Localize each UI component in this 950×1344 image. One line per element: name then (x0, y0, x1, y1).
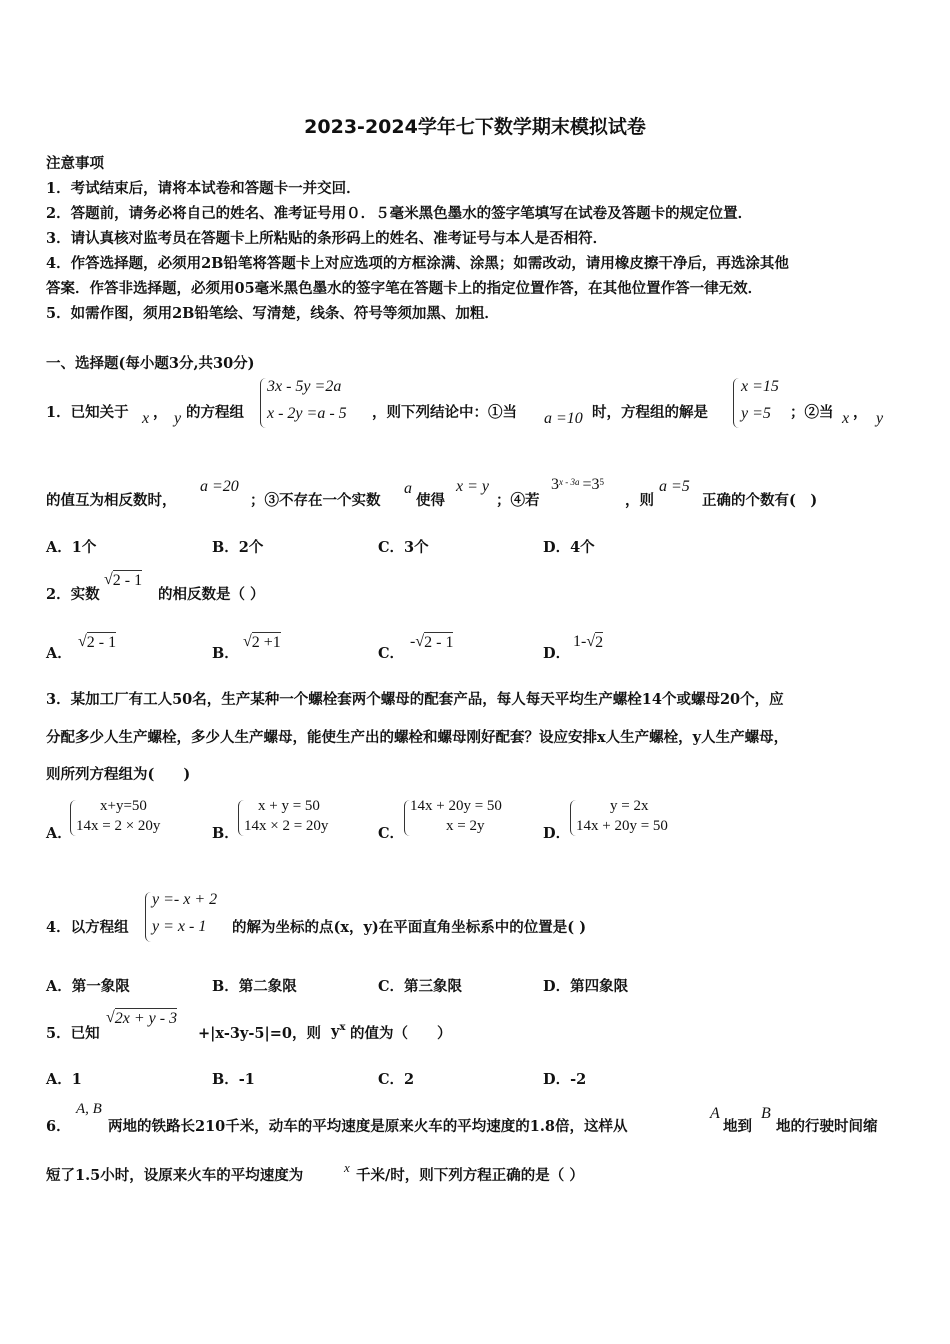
q4-eq1: y =- x + 2 (152, 891, 218, 908)
q3-label-d: D． (543, 825, 571, 842)
q2-text: 2．实数 (46, 586, 100, 603)
q4-option-c: C．第三象限 (378, 978, 463, 995)
q1-a5: a =5 (659, 478, 690, 495)
q1-text: 正确的个数有( ) (702, 492, 818, 509)
q1-var-a: a (404, 480, 412, 497)
q3-c-eq2: x = 2y (446, 818, 485, 834)
notice-item: 3．请认真核对监考员在答题卡上所粘贴的条形码上的姓名、准考证号与本人是否相符． (46, 230, 608, 247)
q1-eq2: x - 2y =a - 5 (267, 405, 347, 422)
q4-option-b: B．第二象限 (212, 978, 297, 995)
q1-option-a: A．1个 (46, 539, 97, 556)
q2-option-c: - √ 2 - 1 (410, 633, 454, 651)
q1-sol1: x =15 (741, 378, 779, 395)
q1-comma: ， (153, 404, 168, 421)
page-title: 2023-2024学年七下数学期末模拟试卷 (304, 116, 646, 138)
q4-system-brace (145, 892, 152, 942)
q1-pow-base: 3 (551, 476, 559, 493)
q4-option-a: A．第一象限 (46, 978, 130, 995)
q2-text: 的相反数是（ ） (158, 586, 265, 603)
q3-label-c: C． (378, 825, 405, 842)
q1-text: ，则 (625, 492, 654, 509)
q6-text: 短了1.5小时，设原来火车的平均速度为 (46, 1167, 304, 1184)
q5-text: 的值为（ ） (350, 1025, 452, 1042)
q1-text: 时，方程组的解是 (592, 404, 708, 421)
q3-label-a: A． (46, 825, 72, 842)
q1-var-x: x (842, 410, 850, 427)
q1-pow-exp2: 5 (599, 477, 605, 487)
q1-system-brace (260, 378, 267, 428)
q5-option-d: D．-2 (543, 1071, 587, 1088)
q5-option-c: C．2 (378, 1071, 415, 1088)
q3-text: 则所列方程组为( ) (46, 766, 191, 783)
q2-expr-value: 2 - 1 (112, 572, 143, 589)
notice-heading: 注意事项 (46, 155, 104, 172)
q2-option-a: √ 2 - 1 (78, 633, 117, 651)
q1-pow-eq: =3 (582, 476, 600, 493)
q2-expr: √ 2 - 1 (104, 571, 143, 589)
q4-eq2: y = x - 1 (152, 918, 207, 935)
q6-number: 6． (46, 1118, 71, 1135)
q1-a20: a =20 (200, 478, 239, 495)
q3-label-b: B． (212, 825, 239, 842)
q3-d-eq2: 14x + 20y = 50 (576, 818, 668, 834)
q4-text: 4．以方程组 (46, 919, 129, 936)
q1-xy: x = y (456, 478, 489, 495)
q4-option-d: D．第四象限 (543, 978, 629, 995)
q1-pow-exp: x - 3a (559, 477, 580, 487)
q5-text: +|x-3y-5|=0，则 (198, 1025, 321, 1042)
q1-var-x: x (142, 410, 150, 427)
q1-text: ；④若 (496, 492, 540, 509)
notice-item: 5．如需作图，须用2B铅笔绘、写清楚，线条、符号等须加黑、加粗． (46, 305, 499, 322)
q1-var-y: y (876, 410, 884, 427)
q1-solution-brace (733, 378, 740, 428)
q5-option-b: B．-1 (212, 1071, 255, 1088)
q6-text: 地的行驶时间缩 (776, 1118, 878, 1135)
q1-text: 使得 (416, 492, 445, 509)
q6-var-b: B (761, 1105, 771, 1122)
q6-text: 千米/时，则下列方程正确的是（ ） (356, 1167, 584, 1184)
q3-b-eq1: x + y = 50 (258, 798, 320, 814)
q6-var-a: A (710, 1105, 720, 1122)
q6-text: 两地的铁路长210千米，动车的平均速度是原来火车的平均速度的1.8倍，这样从 (108, 1118, 628, 1135)
q6-text: 地到 (723, 1118, 752, 1135)
section-heading: 一、选择题(每小题3分,共30分) (46, 355, 255, 372)
q5-root: √ 2x + y - 3 (106, 1009, 178, 1027)
q6-var-x: x (344, 1160, 350, 1175)
q2-option-b: √ 2 +1 (243, 633, 281, 651)
q2-label-d: D． (543, 645, 571, 662)
q1-text: ；③不存在一个实数 (250, 492, 381, 509)
notice-item: 2．答题前，请务必将自己的姓名、准考证号用０．５毫米黑色墨水的签字笔填写在试卷及答题卡的规定位置． (46, 205, 753, 222)
q1-var-y: y (174, 410, 182, 427)
q1-eq1: 3x - 5y =2a (267, 378, 342, 395)
q1-text: 1．已知关于 (46, 404, 129, 421)
q1-sol2: y =5 (741, 405, 771, 422)
q5-text: 5．已知 (46, 1025, 100, 1042)
notice-item: 答案．作答非选择题，必须用05毫米黑色墨水的签字笔在答题卡上的指定位置作答，在其他位置作答一律无效． (46, 280, 763, 297)
q3-text: 3．某加工厂有工人50名，生产某种一个螺栓套两个螺母的配套产品，每人每天平均生产螺栓14个或螺母20个，应 (46, 691, 784, 708)
q1-text: 的值互为相反数时， (46, 492, 177, 509)
notice-item: 1．考试结束后，请将本试卷和答题卡一并交回． (46, 180, 361, 197)
q2-label-a: A． (46, 645, 72, 662)
q5-option-a: A．1 (46, 1071, 82, 1088)
notice-item: 4．作答选择题，必须用2B铅笔将答题卡上对应选项的方框涂满、涂黑；如需改动，请用橡皮擦干净后，再选涂其他 (46, 255, 789, 272)
q4-text: 的解为坐标的点(x，y)在平面直角坐标系中的位置是( ) (232, 919, 587, 936)
q3-b-eq2: 14x × 2 = 20y (244, 818, 329, 834)
q2-option-d: 1- √ 2 (573, 633, 604, 651)
q1-text: ，则下列结论中：①当 (372, 404, 517, 421)
q2-label-b: B． (212, 645, 239, 662)
q3-a-eq1: x+y=50 (100, 798, 147, 814)
q2-label-c: C． (378, 645, 405, 662)
q3-c-eq1: 14x + 20y = 50 (410, 798, 502, 814)
q1-power (551, 476, 604, 494)
q1-text: 的方程组 (186, 404, 244, 421)
q1-condition: a =10 (544, 410, 583, 427)
q3-text: 分配多少人生产螺栓，多少人生产螺母，能使生产出的螺栓和螺母刚好配套？设应安排x人生产螺栓，y人生产螺母， (46, 729, 789, 746)
q1-option-c: C．3个 (378, 539, 429, 556)
q1-comma: ， (853, 404, 868, 421)
q3-d-eq1: y = 2x (610, 798, 649, 814)
q1-option-d: D．4个 (543, 539, 595, 556)
q6-ab: A, B (76, 1101, 102, 1117)
q1-option-b: B．2个 (212, 539, 264, 556)
q5-yx: $y^x$ (331, 1022, 346, 1040)
q1-text: ；②当 (790, 404, 834, 421)
q3-a-eq2: 14x = 2 × 20y (76, 818, 161, 834)
